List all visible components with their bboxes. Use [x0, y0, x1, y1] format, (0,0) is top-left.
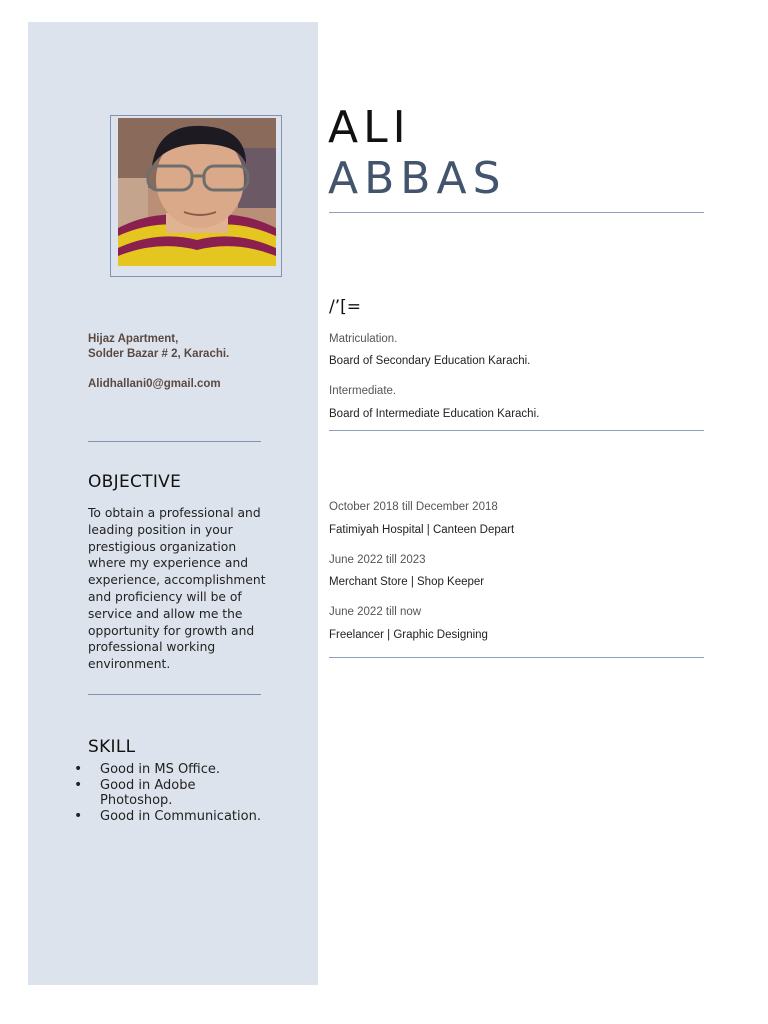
skill-list — [72, 762, 272, 824]
skill-item: • Good in MS Office. — [72, 762, 272, 778]
objective-text: To obtain a professional and leading position in your prestigious organization where my experience and experience, accomplishment and proficiency will be of service and allow me the opportunity for growth and professional working environment. — [88, 506, 266, 672]
education-institution: Board of Secondary Education Karachi. — [329, 355, 531, 367]
name-divider — [329, 212, 704, 213]
experience-divider — [329, 657, 704, 658]
experience-title: Freelancer | Graphic Designing — [329, 629, 488, 641]
education-heading: /’[= — [329, 297, 362, 317]
address-line-2: Solder Bazar # 2, Karachi. — [88, 348, 230, 360]
experience-date: October 2018 till December 2018 — [329, 501, 498, 513]
last-name: ABBAS — [328, 153, 507, 204]
experience-title: Merchant Store | Shop Keeper — [329, 576, 485, 588]
profile-photo — [118, 118, 276, 266]
email-address[interactable]: Alidhallani0@gmail.com — [88, 378, 221, 390]
objective-heading: OBJECTIVE — [88, 472, 182, 492]
profile-photo-frame — [110, 115, 282, 277]
first-name: ALI — [328, 102, 411, 153]
education-level: Matriculation. — [329, 333, 398, 345]
skill-item: • Good in Communication. — [72, 809, 272, 825]
sidebar-divider-2 — [88, 694, 261, 695]
education-divider — [329, 430, 704, 431]
address-line-1: Hijaz Apartment, — [88, 333, 179, 345]
education-level: Intermediate. — [329, 385, 397, 397]
contact-block — [88, 332, 288, 392]
experience-title: Fatimiyah Hospital | Canteen Depart — [329, 524, 515, 536]
skill-item: • Good in Adobe Photoshop. — [72, 778, 272, 809]
experience-date: June 2022 till 2023 — [329, 554, 426, 566]
education-institution: Board of Intermediate Education Karachi. — [329, 408, 540, 420]
sidebar-divider-1 — [88, 441, 261, 442]
skill-heading: SKILL — [88, 737, 136, 757]
experience-date: June 2022 till now — [329, 606, 422, 618]
